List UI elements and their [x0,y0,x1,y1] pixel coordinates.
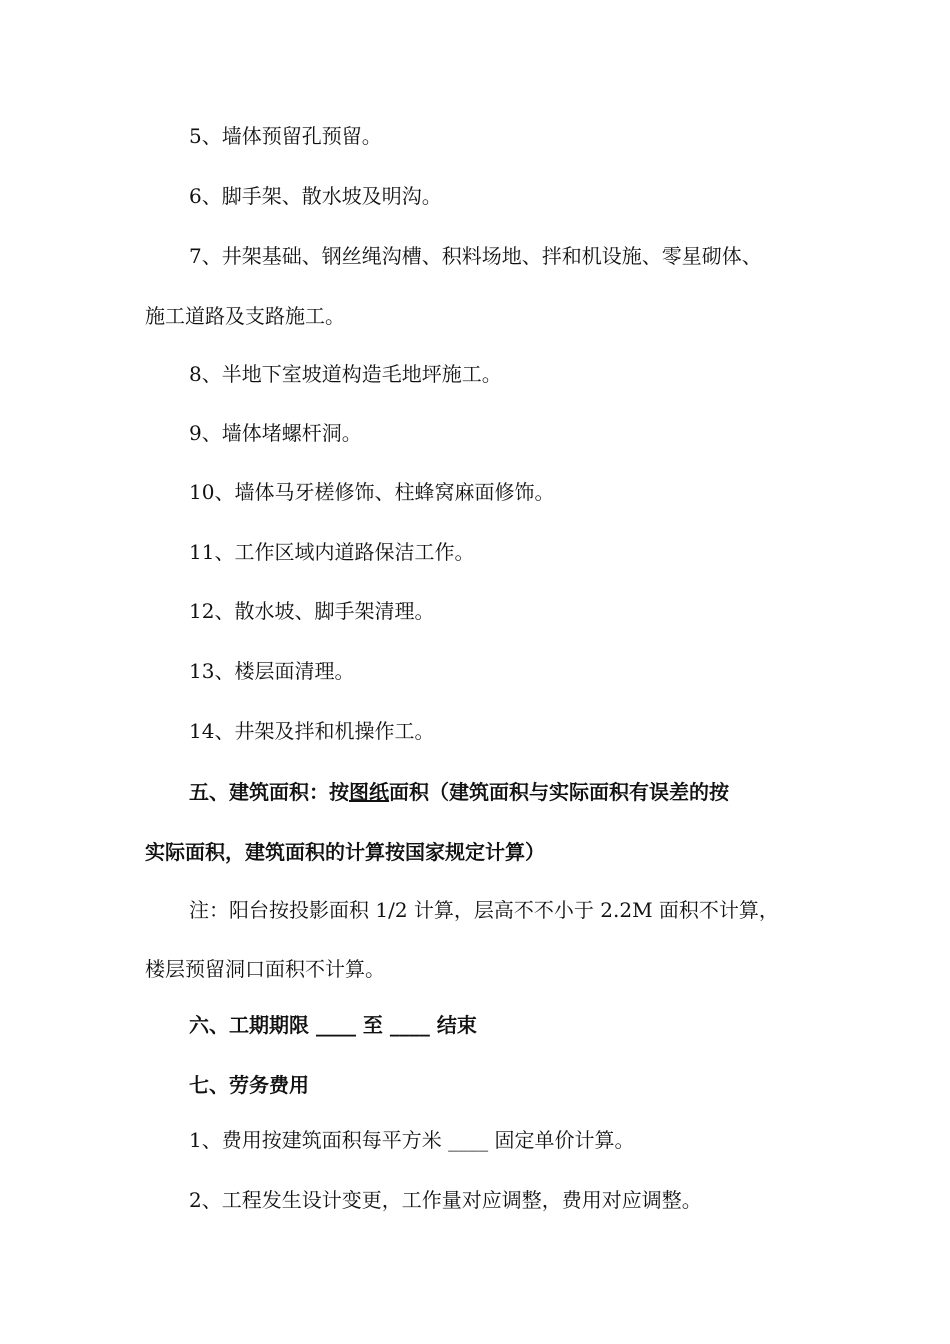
fee-item-2: 2、工程发生设计变更，工作量对应调整，费用对应调整。 [189,1188,702,1212]
list-item-7-continued: 施工道路及支路施工。 [145,304,345,328]
section-5-text-a: 五、建筑面积：按 [189,780,349,804]
list-item-14: 14、井架及拌和机操作工。 [189,719,435,743]
fee-item-1: 1、费用按建筑面积每平方米 ____ 固定单价计算。 [189,1128,635,1152]
section-6-heading: 六、工期期限 ____ 至 ____ 结束 [189,1013,477,1037]
list-item-12: 12、散水坡、脚手架清理。 [189,599,435,623]
list-item-11: 11、工作区域内道路保洁工作。 [189,540,475,564]
list-item-7: 7、井架基础、钢丝绳沟槽、积料场地、拌和机设施、零星砌体、 [189,244,762,268]
section-5-heading-continued: 实际面积，建筑面积的计算按国家规定计算） [145,840,545,864]
list-item-10: 10、墙体马牙槎修饰、柱蜂窝麻面修饰。 [189,480,555,504]
section-7-heading: 七、劳务费用 [189,1073,309,1097]
list-item-5: 5、墙体预留孔预留。 [189,124,382,148]
list-item-8: 8、半地下室坡道构造毛地坪施工。 [189,362,502,386]
section-5-underlined-term: 图纸 [349,780,389,804]
section-5-text-b: 面积（建筑面积与实际面积有误差的按 [389,780,729,804]
list-item-9: 9、墙体堵螺杆洞。 [189,421,362,445]
note-line-1: 注：阳台按投影面积 1/2 计算，层高不不小于 2.2M 面积不计算， [189,898,779,922]
section-5-heading [189,778,825,806]
list-item-6: 6、脚手架、散水坡及明沟。 [189,184,442,208]
note-line-2: 楼层预留洞口面积不计算。 [145,957,385,981]
list-item-13: 13、楼层面清理。 [189,659,355,683]
